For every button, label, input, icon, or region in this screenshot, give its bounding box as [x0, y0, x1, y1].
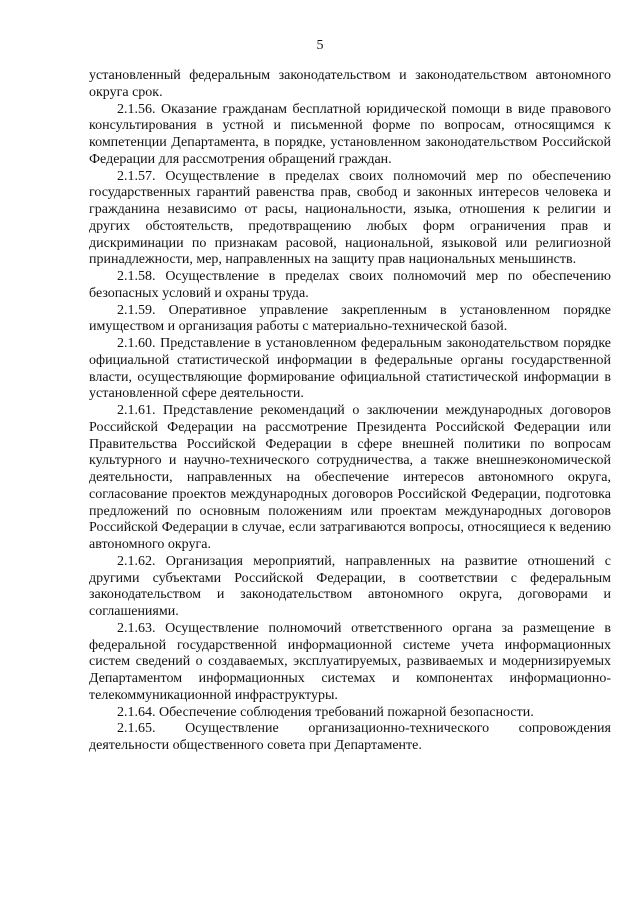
paragraph-2-1-63: 2.1.63. Осуществление полномочий ответственного органа за размещение в федеральной государственной информационной системе учета информационных систем сведений о создаваемых, эксплуатируемых, развиваемых и модернизируемых Департаментом информационных системах и компонентах информационно-телекоммуникационной инфраструктуры.	[89, 620, 611, 703]
paragraph-2-1-60: 2.1.60. Представление в установленном федеральным законодательством порядке официальной статистической информации в федеральные органы государственной власти, осуществляющие формирование официальной статистической информации в установленной сфере деятельности.	[89, 336, 611, 402]
paragraph-2-1-58: 2.1.58. Осуществление в пределах своих полномочий мер по обеспечению безопасных условий и охраны труда.	[89, 269, 611, 301]
paragraph-continuation: установленный федеральным законодательством и законодательством автономного округа срок.	[89, 68, 611, 100]
paragraph-2-1-61: 2.1.61. Представление рекомендаций о заключении международных договоров Российской Федерации на рассмотрение Президента Российской Федерации или Правительства Российской Федерации в сфере внешней политики по вопросам культурного и научно-технического сотрудничества, а также внешнеэкономической деятельности, направленных на обеспечение интересов автономного округа, согласование проектов международных договоров Российской Федерации, подготовка предложений по основным положениям или проектам международных договоров Российской Федерации в случае, если затрагиваются вопросы, относящиеся к ведению автономного округа.	[89, 403, 611, 552]
paragraph-2-1-64: 2.1.64. Обеспечение соблюдения требований пожарной безопасности.	[117, 704, 534, 720]
paragraph-2-1-56: 2.1.56. Оказание гражданам бесплатной юридической помощи в виде правового консультирования в устной и письменной форме по вопросам, относящимся к компетенции Департамента, в порядке, установленном законодательством Российской Федерации для рассмотрения обращений граждан.	[89, 101, 611, 167]
paragraph-2-1-59: 2.1.59. Оперативное управление закрепленным в установленном порядке имуществом и организация работы с материально-технической базой.	[89, 302, 611, 335]
paragraph-2-1-57: 2.1.57. Осуществление в пределах своих полномочий мер по обеспечению государственных гарантий равенства прав, свобод и законных интересов человека и гражданина независимо от расы, национальности, языка, отношения к религии и других обстоятельств, предотвращению любых форм ограничения прав и дискриминации по признакам расовой, национальной, языковой или религиозной принадлежности, мер, направленных на защиту прав национальных меньшинств.	[89, 168, 611, 268]
page-number: 5	[316, 38, 324, 53]
document-body	[89, 68, 611, 755]
paragraph-2-1-62: 2.1.62. Организация мероприятий, направленных на развитие отношений с другими субъектами Российской Федерации, в соответствии с федеральным законодательством и законодательством автономного округа, договорами и соглашениями.	[89, 553, 611, 619]
paragraph-2-1-65: 2.1.65. Осуществление организационно-технического сопровождения деятельности общественного совета при Департаменте.	[89, 721, 611, 753]
